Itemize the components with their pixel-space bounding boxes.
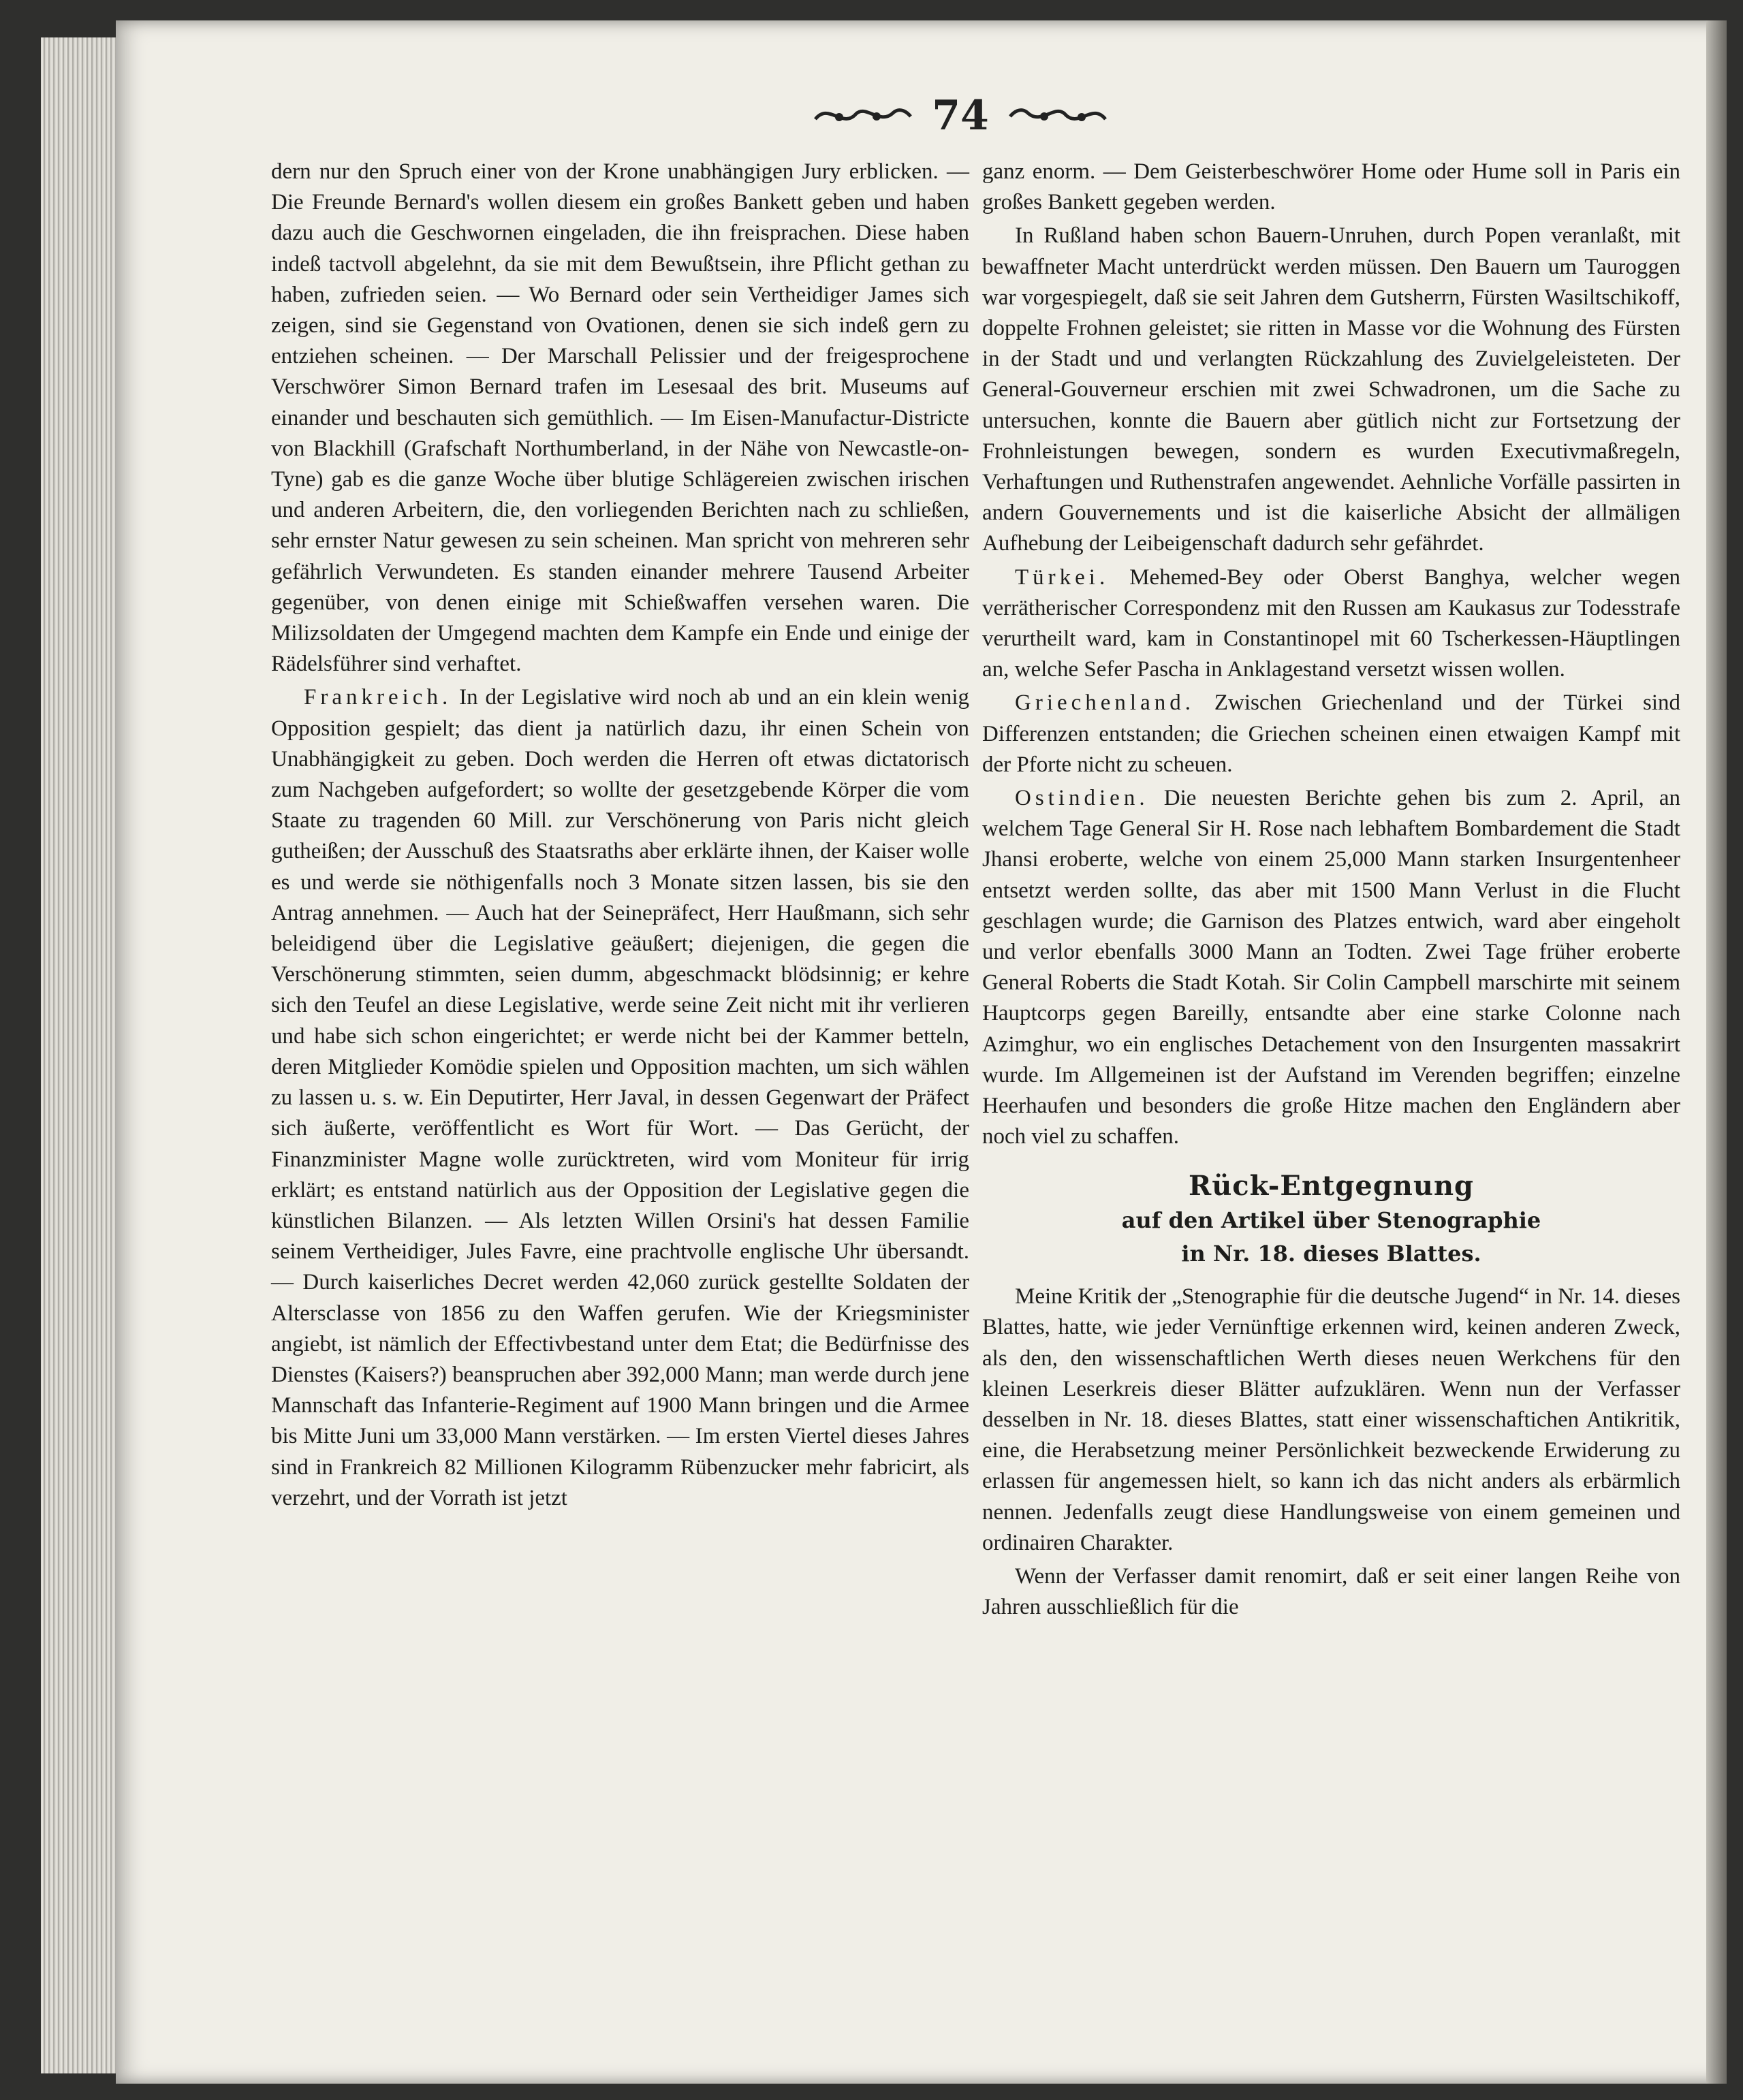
right-ornament-icon [1007, 99, 1109, 133]
paragraph-russland: In Rußland haben schon Bauern-Unruhen, durch Popen veranlaßt, mit bewaffneter Macht unterdrückt werden müssen. Den Bauern um Tauroggen war vorgespiegelt, daß sie seit Jahren dem Gutsherrn, Fürsten Wasiltschikoff, doppelte Frohnen geleistet; sie ritten in Masse vor die Wohnung des Fürsten in der Stadt und und verlangten Rückzahlung des Zuvielgeleisteten. Der General-Gouverneur erschien mit zwei Schwadronen, um die Sache zu untersuchen, konnte die Bauern aber gütlich nicht zur Fortsetzung der Frohnleistungen bewegen, sondern es wurden Executivmaßregeln, Verhaftungen und Ruthenstrafen angewendet. Aehnliche Vorfälle passirten in andern Gouvernements und ist die kaiserliche Absicht der allmäligen Aufhebung der Leibeigenschaft dadurch sehr gefährdet. [982, 223, 1680, 556]
article-subheading-2: in Nr. 18. dieses Blattes. [1181, 1240, 1481, 1267]
page-stack-edge [41, 37, 123, 2073]
text-ostindien: Die neuesten Berichte gehen bis zum 2. April, an welchem Tage General Sir H. Rose nach lebhaftem Bombardement die Stadt Jhansi eroberte, welche von einem 25,000 Mann starken Insurgentenheer entsetzt werden sollte, das aber mit 1500 Mann Verlust in die Flucht geschlagen wurde; die Garnison des Platzes entwich, ward aber eingeholt und verlor ebenfalls 3000 Mann an Todten. Zwei Tage früher eroberte General Roberts die Stadt Kotah. Sir Colin Campbell marschirte mit seinem Hauptcorps gegen Bareilly, entsandte aber eine starke Colonne nach Azimghur, wo ein englisches Detachement von den Insurgenten massakrirt wurde. Im Allgemeinen ist der Aufstand im Verenden begriffen; einzelne Heerhaufen und besonders die große Hitze machen den Engländern aber noch viel zu schaffen. [982, 786, 1681, 1149]
text-tuerkei: Mehemed-Bey oder Oberst Banghya, welcher wegen verrätherischer Correspondenz mit den Russen am Kaukasus zur Todesstrafe verurtheilt ward, kam in Constantinopel mit 60 Tscherkessen-Häuptlingen an, welche Sefer Pascha in Anklagestand versetzt wissen wollen. [982, 564, 1681, 682]
book-right-edge [1706, 20, 1727, 2084]
paragraph-verfasser: Wenn der Verfasser damit renomirt, daß er seit einer langen Reihe von Jahren ausschließlich für die [982, 1563, 1680, 1620]
left-column [271, 157, 969, 1954]
page-number: 74 [932, 92, 989, 140]
page-header [790, 82, 1131, 150]
paragraph-kritik: Meine Kritik der „Stenographie für die deutsche Jugend“ in Nr. 14. dieses Blattes, hatte, wie jeder Vernünftige erkennen wird, keinen anderen Zweck, als den, den wissenschaftlichen Werth dieses neuen Werkchens für den kleinen Leserkreis dieser Blätter aufzuklären. Wenn nun der Verfasser desselben in Nr. 18. dieses Blattes, statt einer wissenschaftichen Antikritik, eine, die Herabsetzung meiner Persönlichkeit bezweckende Erwiderung zu erlassen für angemessen hielt, so kann ich das nicht anders als erbärmlich nennen. Jedenfalls zeugt diese Handlungsweise von einem gemeinen und ordinairen Charakter. [982, 1284, 1680, 1555]
article-heading: Rück-Entgegnung [1188, 1169, 1475, 1202]
right-column [982, 157, 1680, 1941]
paragraph-frankreich [271, 682, 969, 1513]
article-subheading-1: auf den Artikel über Stenographie [1121, 1207, 1541, 1233]
paragraph-england: dern nur den Spruch einer von der Krone unabhängigen Jury erblicken. — Die Freunde Bernard's wollen diesem ein großes Bankett geben und haben dazu auch die Geschwornen eingeladen, die ihn freisprachen. Diese haben indeß tactvoll abgelehnt, da sie mit dem Bewußtsein, ihre Pflicht gethan zu haben, zufrieden seien. — Wo Bernard oder sein Vertheidiger James sich zeigen, sind sie Gegenstand von Ovationen, denen sie sich indeß gern zu entziehen scheinen. — Der Marschall Pelissier und der freigesprochene Verschwörer Simon Bernard trafen im Lesesaal des brit. Museums auf einander und beschauten sich gemüthlich. — Im Eisen-Manufactur-Districte von Blackhill (Grafschaft Northumberland, in der Nähe von Newcastle-on-Tyne) gab es die ganze Woche über blutige Schlägereien zwischen irischen und anderen Arbeitern, die, den vorliegenden Berichten nach zu schließen, sehr ernster Natur gewesen zu sein scheinen. Man spricht von mehreren sehr gefährlich Verwundeten. Es standen einander mehrere Tausend Arbeiter gegenüber, von denen einige mit Schießwaffen versehen waren. Die Milizsoldaten der Umgegend machten dem Kampfe ein Ende und einige der Rädelsführer sind verhaftet. [271, 159, 969, 677]
lead-griechenland: Griechenland. [1015, 690, 1195, 716]
text-frankreich: In der Legislative wird noch ab und an ein klein wenig Opposition gespielt; das dient ja natürlich dazu, ihr einen Schein von Unabhängigkeit zu geben. Doch werden die Herren oft etwas dictatorisch zum Nachgeben aufgefordert; so wollte der gesetzgebende Körper die vom Staate zu tragenden 60 Mill. zur Verschönerung von Paris nicht gleich gutheißen; der Ausschuß des Staatsraths aber erklärte ihnen, der Kaiser wolle es und werde sie nöthigenfalls noch 3 Monate sitzen lassen, bis sie den Antrag annehmen. — Auch hat der Seinepräfect, Herr Haußmann, sich sehr beleidigend über die Legislative geäußert; diejenigen, die gegen die Verschönerung stimmten, seien dumm, abgeschmackt blödsinnig; er kehre sich den Teufel an diese Legislative, werde seine Zeit nicht mit ihr verlieren und habe sich schon eingerichtet; er werde nicht bei der Kammer betteln, deren Mitglieder Komödie spielen und Opposition machten, um sich wählen zu lassen u. s. w. Ein Deputirter, Herr Javal, in dessen Gegenwart der Präfect sich äußerte, veröffentlicht es Wort für Wort. — Das Gerücht, der Finanzminister Magne wolle zurücktreten, wird vom Moniteur für irrig erklärt; es entstand natürlich aus der Opposition der Legislative gegen die künstlichen Bilanzen. — Als letzten Willen Orsini's hat dessen Familie seinem Vertheidiger, Jules Favre, eine prachtvolle englische Uhr übersandt. — Durch kaiserliches Decret werden 42,060 zurück gestellte Soldaten der Altersclasse von 1856 zu den Waffen gerufen. Wie der Kriegsminister angiebt, ist nämlich der Effectivbestand unter dem Etat; die Bedürfnisse des Dienstes (Kaisers?) beanspruchen aber 392,000 Mann; man werde durch jene Mannschaft das Infanterie-Regiment auf 1900 Mann bringen und die Armee bis Mitte Juni um 33,000 Mann verstärken. — Im ersten Viertel dieses Jahres sind in Frankreich 82 Millionen Kilogramm Rübenzucker mehr fabricirt, als verzehrt, und der Vorrath ist jetzt [271, 685, 970, 1510]
text-griechenland: Zwischen Griechenland und der Türkei sind Differenzen entstanden; die Griechen scheinen einen etwaigen Kampf mit der Pforte nicht zu scheuen. [982, 690, 1680, 777]
paragraph-tuerkei [982, 562, 1680, 686]
paragraph-continuation: ganz enorm. — Dem Geisterbeschwörer Home oder Hume soll in Paris ein großes Bankett gegeben werden. [982, 159, 1680, 215]
lead-ostindien: Ostindien. [1015, 786, 1149, 811]
paragraph-ostindien [982, 783, 1680, 1152]
paragraph-griechenland [982, 688, 1680, 780]
lead-frankreich: Frankreich. [304, 685, 452, 710]
left-ornament-icon [812, 99, 914, 133]
lead-tuerkei: Türkei. [1015, 564, 1110, 590]
